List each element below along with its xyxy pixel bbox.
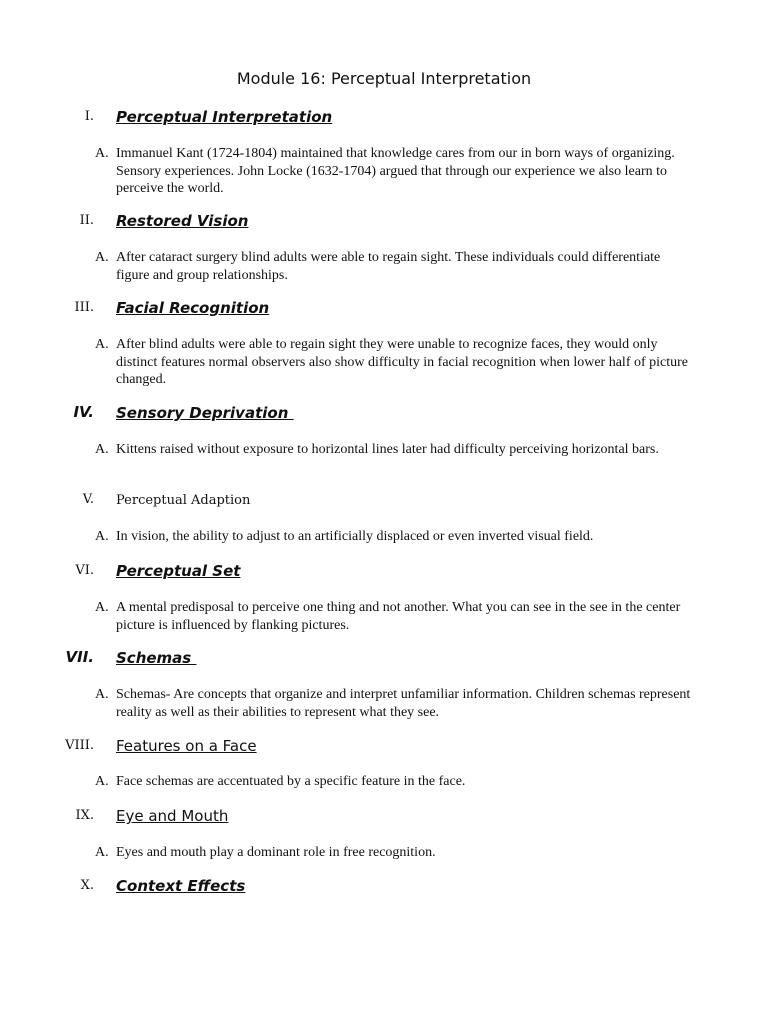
item-text: Schemas- Are concepts that organize and interpret unfamiliar information. Children schemas represent reality as well as their abilities to represent what they see.	[116, 687, 691, 720]
item-text: Immanuel Kant (1724-1804) maintained that knowledge cares from our in born ways of organizing. Sensory experiences. John Locke (1632-1704) argued that through our experience we also learn to perceive the world.	[116, 146, 675, 196]
section-numeral: VIII.	[65, 738, 94, 753]
item-letter: A.	[95, 337, 109, 352]
section-heading: Features on a Face	[116, 737, 257, 755]
item-text: In vision, the ability to adjust to an artificially displaced or even inverted visual field.	[116, 529, 594, 544]
page-title: Module 16: Perceptual Interpretation	[236, 69, 532, 88]
section-numeral: X.	[80, 878, 94, 893]
section-heading: Perceptual Adaption	[116, 493, 251, 508]
section-numeral: IV.	[73, 403, 94, 421]
section-heading: Sensory Deprivation	[116, 404, 294, 422]
section-numeral: II.	[79, 213, 94, 228]
item-letter: A.	[95, 442, 109, 457]
item-letter: A.	[95, 845, 109, 860]
section-heading: Restored Vision	[116, 212, 249, 230]
section-numeral: III.	[74, 300, 94, 315]
item-text: After cataract surgery blind adults were able to regain sight. These individuals could differentiate figure and group relationships.	[116, 250, 661, 283]
item-text: After blind adults were able to regain sight they were unable to recognize faces, they would only distinct features normal observers also show difficulty in facial recognition when lower half of picture changed.	[116, 337, 689, 387]
section-numeral: I.	[84, 109, 94, 124]
section-heading: Perceptual Interpretation	[116, 108, 333, 126]
item-letter: A.	[95, 529, 109, 544]
section-numeral: VII.	[65, 648, 94, 666]
section-heading: Schemas	[116, 649, 197, 667]
item-letter: A.	[95, 687, 109, 702]
item-text: Eyes and mouth play a dominant role in free recognition.	[116, 845, 436, 860]
item-letter: A.	[95, 250, 109, 265]
section-heading: Perceptual Set	[116, 562, 241, 580]
section-heading: Context Effects	[116, 877, 246, 895]
item-letter: A.	[95, 600, 109, 615]
item-text: Face schemas are accentuated by a specific feature in the face.	[116, 774, 466, 789]
section-numeral: VI.	[75, 563, 94, 578]
item-text: Kittens raised without exposure to horizontal lines later had difficulty perceiving horizontal bars.	[116, 442, 659, 457]
section-heading: Eye and Mouth	[116, 807, 229, 825]
section-numeral: IX.	[75, 808, 94, 823]
item-letter: A.	[95, 146, 109, 161]
item-letter: A.	[95, 774, 109, 789]
section-heading: Facial Recognition	[116, 299, 270, 317]
section-numeral: V.	[82, 492, 94, 507]
item-text: A mental predisposal to perceive one thing and not another. What you can see in the see in the center picture is influenced by flanking pictures.	[116, 600, 681, 633]
